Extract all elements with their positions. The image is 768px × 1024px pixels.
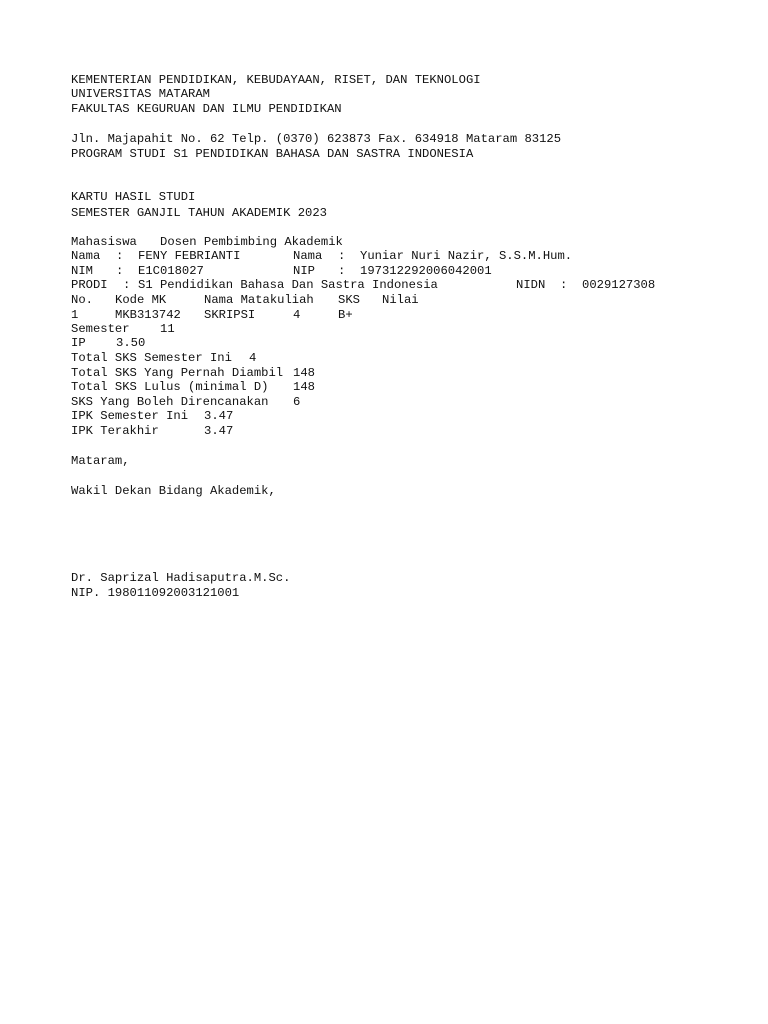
ipk-semester-value: 3.47 [204,409,234,423]
advisor-name-value: Yuniar Nuri Nazir, S.S.M.Hum. [360,249,573,263]
student-prodi-value: S1 Pendidikan Bahasa Dan Sastra Indonesia [138,278,438,292]
table-row-sks: 4 [293,308,301,322]
student-heading: Mahasiswa [71,235,137,249]
student-nim-value: E1C018027 [138,264,204,278]
sks-diambil-label: Total SKS Yang Pernah Diambil [71,366,284,380]
table-row-nilai: B+ [338,308,353,322]
ministry-name: KEMENTERIAN PENDIDIKAN, KEBUDAYAAN, RISET, DAN TEKNOLOGI [71,73,481,87]
signature-place: Mataram, [71,454,130,468]
semester-value: 11 [160,322,175,336]
advisor-nip-sep: : [338,264,346,278]
advisor-nidn-sep: : [560,278,568,292]
ip-label: IP [71,336,86,350]
signatory-nip: NIP. 198011092003121001 [71,586,240,600]
ip-value: 3.50 [116,336,146,350]
ipk-terakhir-label: IPK Terakhir [71,424,159,438]
semester-label: Semester [71,322,130,336]
table-header-kode-mk: Kode MK [115,293,167,307]
student-prodi-sep: : [123,278,131,292]
table-row-no: 1 [71,308,79,322]
table-row-kode-mk: MKB313742 [115,308,181,322]
total-sks-value: 4 [249,351,257,365]
signatory-name: Dr. Saprizal Hadisaputra.M.Sc. [71,571,291,585]
advisor-nip-value: 197312292006042001 [360,264,492,278]
student-name-sep: : [116,249,124,263]
table-header-no: No. [71,293,93,307]
semester-title: SEMESTER GANJIL TAHUN AKADEMIK 2023 [71,206,327,220]
program-name: PROGRAM STUDI S1 PENDIDIKAN BAHASA DAN SASTRA INDONESIA [71,147,474,161]
sks-diambil-value: 148 [293,366,315,380]
address-line: Jln. Majapahit No. 62 Telp. (0370) 623873 Fax. 634918 Mataram 83125 [71,132,562,146]
ipk-semester-label: IPK Semester Ini [71,409,189,423]
university-name: UNIVERSITAS MATARAM [71,87,210,101]
ipk-terakhir-value: 3.47 [204,424,234,438]
sks-lulus-value: 148 [293,380,315,394]
student-nim-label: NIM [71,264,93,278]
total-sks-label: Total SKS Semester Ini [71,351,232,365]
advisor-name-label: Nama [293,249,323,263]
signature-position: Wakil Dekan Bidang Akademik, [71,484,276,498]
advisor-name-sep: : [338,249,346,263]
table-header-sks: SKS [338,293,360,307]
table-header-nilai: Nilai [382,293,419,307]
student-nim-sep: : [116,264,124,278]
student-name-value: FENY FEBRIANTI [138,249,241,263]
advisor-nidn-value: 0029127308 [582,278,656,292]
sks-lulus-label: Total SKS Lulus (minimal D) [71,380,269,394]
table-row-nama-matakuliah: SKRIPSI [204,308,256,322]
sks-boleh-value: 6 [293,395,301,409]
student-prodi-label: PRODI [71,278,108,292]
advisor-nidn-label: NIDN [516,278,546,292]
advisor-nip-label: NIP [293,264,315,278]
faculty-name: FAKULTAS KEGURUAN DAN ILMU PENDIDIKAN [71,102,342,116]
sks-boleh-label: SKS Yang Boleh Direncanakan [71,395,269,409]
advisor-heading: Dosen Pembimbing Akademik [160,235,343,249]
document-title: KARTU HASIL STUDI [71,190,196,204]
student-name-label: Nama [71,249,101,263]
table-header-nama-matakuliah: Nama Matakuliah [204,293,314,307]
